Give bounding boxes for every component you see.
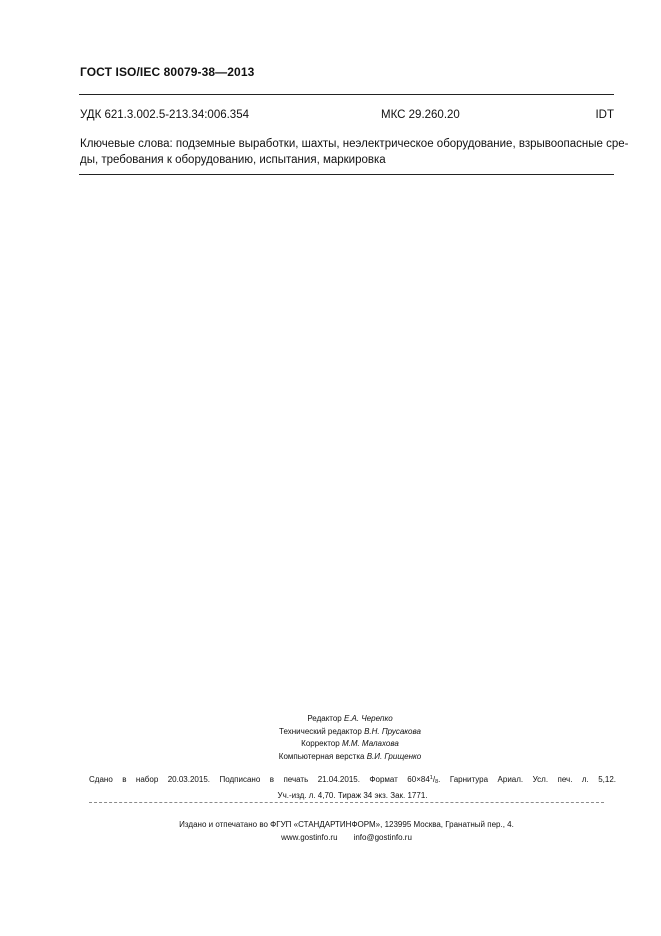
credit-editor-role: Редактор [307, 714, 342, 723]
mks-code: МКС 29.260.20 [381, 109, 460, 121]
publisher-address: Издано и отпечатано во ФГУП «СТАНДАРТИНФОРМ», 123995 Москва, Гранатный пер., 4. [179, 820, 514, 829]
classification-row [80, 109, 614, 123]
udk-code: УДК 621.3.002.5-213.34:006.354 [80, 109, 249, 121]
print-pub-sheets: Уч.-изд. л. 4,70. [277, 791, 336, 800]
credit-tech-editor-name: В.Н. Прусакова [364, 726, 421, 736]
publisher-contacts [120, 831, 573, 844]
credit-tech-editor [200, 726, 500, 739]
idt-code: IDT [595, 109, 614, 121]
publisher-block [120, 818, 573, 844]
print-format-numerator: 1 [429, 775, 433, 781]
print-format-label: Формат 60×84 [369, 775, 430, 784]
credit-editor-name: Е.А. Черепко [343, 714, 393, 723]
print-typeface: Гарнитура Ариал. [449, 775, 524, 784]
keywords-line-1: Ключевые слова: подземные выработки, шахты, неэлектрическое оборудование, взрывоопасные сре- [80, 138, 629, 150]
credits-block [200, 713, 500, 763]
keywords-block [80, 136, 629, 168]
credit-editor [200, 713, 500, 726]
publisher-email: info@gostinfo.ru [353, 833, 412, 842]
print-signed: Подписано в печать 21.04.2015. [219, 775, 360, 784]
print-info-block [89, 771, 616, 803]
print-info-line-2 [89, 789, 616, 803]
cut-line-divider [89, 802, 604, 803]
credit-layout-role: Компьютерная верстка [278, 751, 365, 761]
print-sheets: Усл. печ. л. 5,12. [532, 775, 617, 784]
credit-tech-editor-role: Технический редактор [279, 726, 362, 736]
print-order: Зак. 1771. [390, 791, 428, 800]
print-submitted: Сдано в набор 20.03.2015. [89, 775, 210, 784]
credit-corrector-name: М.М. Малахова [341, 739, 399, 748]
top-divider [79, 94, 614, 95]
credit-layout [200, 751, 500, 764]
publisher-website: www.gostinfo.ru [281, 833, 338, 842]
print-format: Формат $60\times 84^1/_8$. [369, 775, 441, 785]
credit-layout-name: В.И. Грищенко [366, 751, 422, 761]
print-circulation: Тираж 34 экз. [337, 791, 389, 800]
keywords-line-2: ды, требования к оборудованию, испытания, маркировка [80, 154, 386, 166]
document-header: ГОСТ ISO/IEC 80079-38—2013 [80, 65, 255, 79]
credit-corrector [200, 738, 500, 751]
credit-corrector-role: Корректор [301, 739, 340, 748]
print-format-denominator: 8 [435, 779, 439, 785]
print-info-line-1 [89, 771, 616, 789]
keywords-divider [79, 174, 614, 175]
